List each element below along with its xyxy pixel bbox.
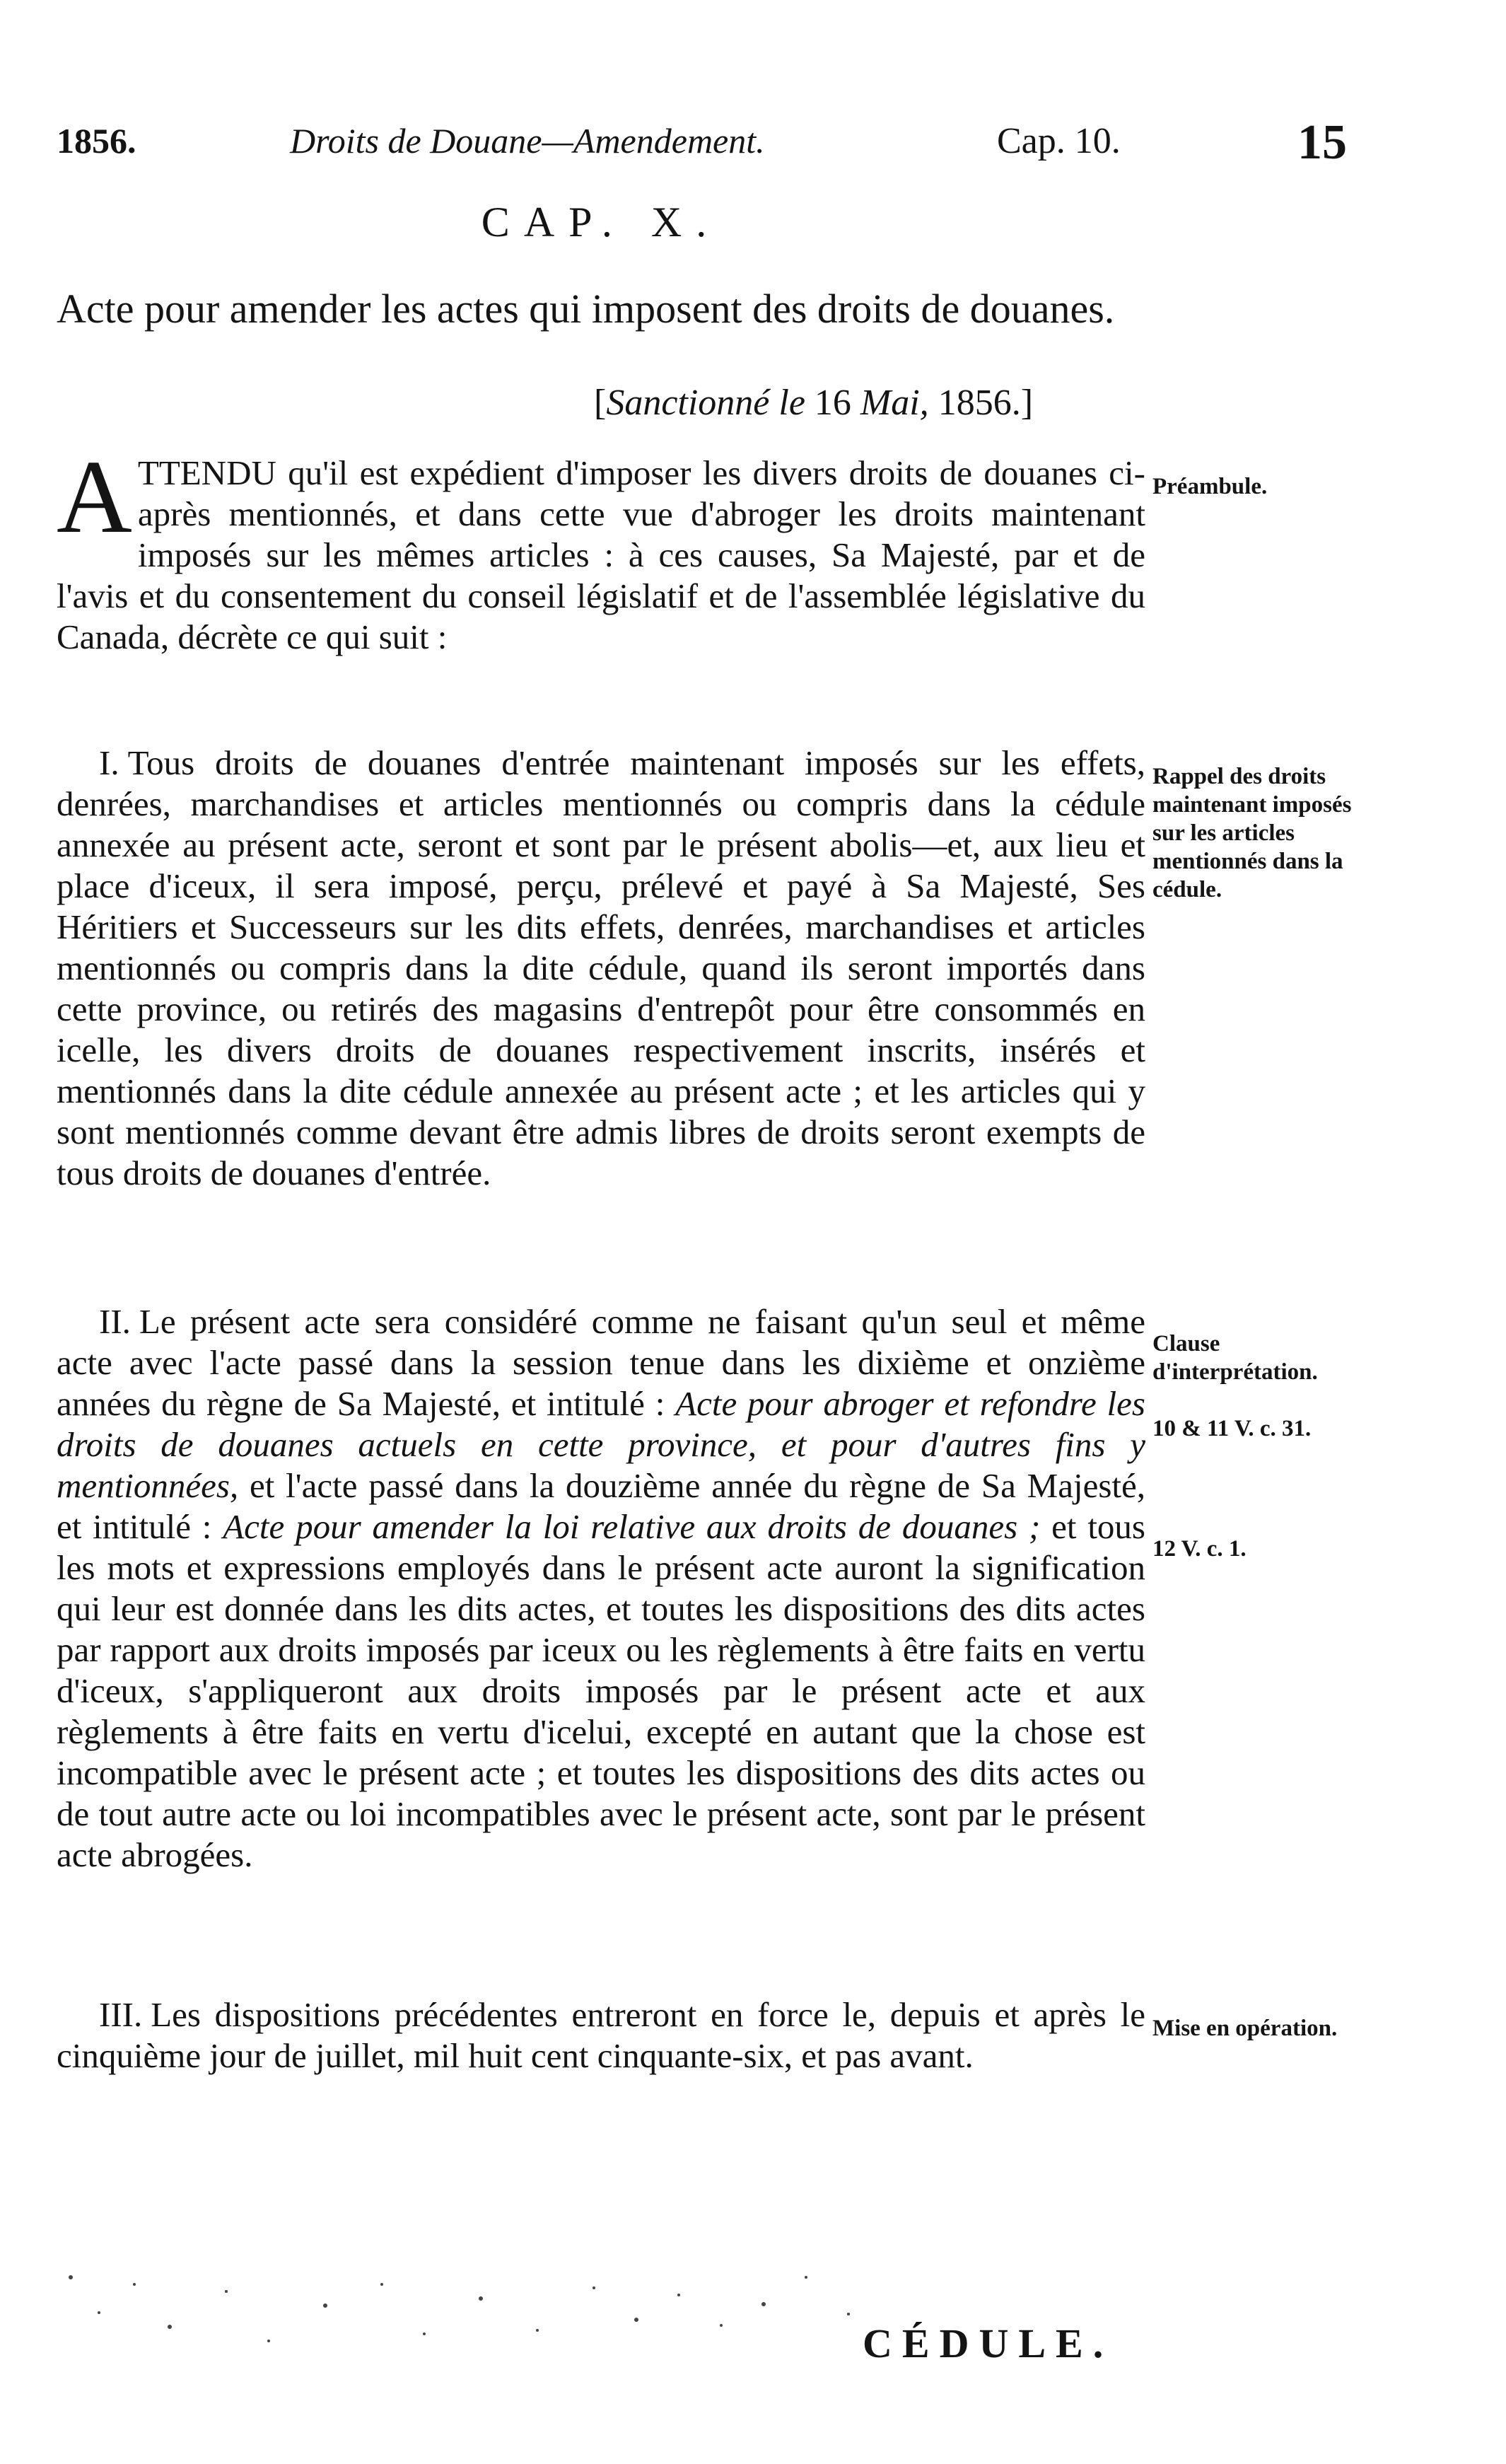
sanction-line [594,382,1033,424]
section-2-paragraph [57,1301,1145,1876]
section-2-italic-a: Acte pour abroger et refondre les droits de douanes actuels en cette province, et pour d'autres fins y mentionnées, [57,1384,1145,1505]
act-title: Acte pour amender les actes qui imposent des droits de douanes. [57,286,1115,332]
section-2-text-b: et l'acte passé dans la douzième année du règne de Sa Majesté, et intitulé : [57,1466,1145,1546]
section-1-text: Tous droits de douanes d'entrée maintenant imposés sur les effets, denrées, marchandises et articles mentionnés ou compris dans la cédule annexée au présent acte, seront et sont par le présent abolis—et, aux lieu et place d'iceux, il sera imposé, perçu, prélevé et payé à Sa Majesté, Ses Héritiers et Successeurs sur les dits effets, denrées, marchandises et articles mentionnés ou compris dans la dite cédule, quand ils seront importés dans cette province, ou retirés des magasins d'entrepôt pour être consommés en icelle, les divers droits de douanes respectivement inscrits, insérés et mentionnés dans la dite cédule annexée au présent acte ; et les articles qui y sont mentionnés comme devant être admis libres de droits seront exempts de tous droits de douanes d'entrée. [57,743,1145,1192]
margin-note-section-1: Rappel des droits maintenant imposés sur les articles mentionnés dans la cédule. [1152,764,1352,902]
schedule-heading: CÉDULE. [863,2320,1114,2366]
section-1-paragraph [57,743,1145,1194]
section-3-paragraph [57,1994,1145,2076]
preamble-text: TTENDU qu'il est expédient d'imposer les divers droits de douanes ci-après mentionnés, et dans cette vue d'abroger les droits maintenant imposés sur les mêmes articles : à ces causes, Sa Majesté, par et de l'avis et du consentement du conseil législatif et de l'assemblée législative du Canada, décrète ce qui suit : [57,453,1145,656]
sanction-day: 16 [805,383,860,423]
margin-note-section-2-citation-2: 12 V. c. 1. [1152,1536,1247,1562]
section-2-number: II. [99,1302,131,1341]
preamble-paragraph [57,439,1145,658]
header-chapter-ref: Cap. 10. [997,121,1121,161]
section-2-italic-b: Acte pour amender la loi relative aux droits de douanes ; [223,1507,1041,1546]
header-running-title: Droits de Douane—Amendement. [290,121,765,161]
section-2-text-c: et tous les mots et expressions employés dans le présent acte auront la signification qui leur est donnée dans les dits actes, et toutes les dispositions des dits actes par rapport aux droits imposés par iceux ou les règlements à être faits en vertu d'iceux, s'appliqueront aux droits imposés par le présent acte et aux règlements à être faits en vertu d'icelui, excepté en autant que la chose est incompatible avec le présent acte ; et toutes les dispositions des dits actes ou de tout autre acte ou loi incompatibles avec le présent acte, sont par le présent acte abrogées. [57,1507,1146,1874]
page-number: 15 [1297,115,1347,170]
sanction-close: 1856.] [928,383,1034,423]
chapter-heading: CAP. X. [481,199,721,245]
section-3-number: III. [99,1995,143,2034]
sanction-month: Mai, [860,383,929,423]
margin-note-section-3: Mise en opération. [1152,2016,1338,2041]
margin-note-section-2-interpretation: Clause d'interprétation. [1152,1331,1318,1385]
section-2-text-a: Le présent acte sera considéré comme ne faisant qu'un seul et même acte avec l'acte passé dans la session tenue dans les dixième et onzième années du règne de Sa Majesté, et intitulé : [57,1302,1145,1423]
header-year: 1856. [57,121,136,161]
drop-cap: A [57,439,132,555]
sanction-word: Sanctionné le [606,383,805,423]
margin-note-preamble: Préambule. [1152,474,1268,499]
margin-note-section-2-citation-1: 10 & 11 V. c. 31. [1152,1416,1312,1441]
sanction-open: [ [594,383,607,423]
running-header [57,115,1358,184]
section-3-text: Les dispositions précédentes entreront en force le, depuis et après le cinquième jour de juillet, mil huit cent cinquante-six, et pas avant. [57,1995,1145,2075]
section-1-number: I. [99,743,119,782]
